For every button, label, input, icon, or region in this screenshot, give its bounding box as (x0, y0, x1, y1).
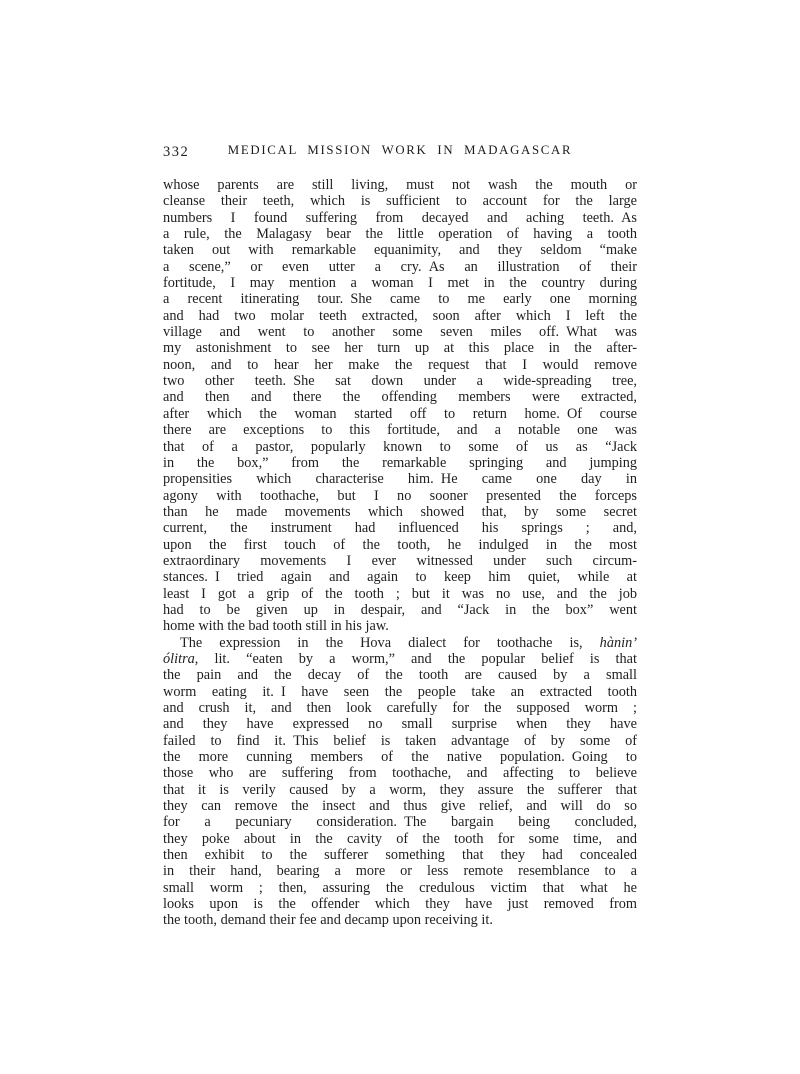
text-line: numbers I found suffering from decayed and aching teeth. As (163, 209, 637, 226)
text-line: noon, and to hear her make the request that I would remove (163, 356, 637, 373)
text-line: they can remove the insect and thus give relief, and will do so (163, 798, 637, 815)
text-line: and had two molar teeth extracted, soon after which I left the (163, 307, 637, 324)
text-line: extraordinary movements I ever witnessed under such circum- (163, 552, 637, 569)
text-line: The expression in the Hova dialect for toothache is, hànin’ (180, 634, 637, 651)
body-text (163, 177, 637, 929)
text-line: small worm ; then, assuring the credulous victim that what he (163, 879, 637, 896)
text-line: then exhibit to the sufferer something that they had concealed (163, 847, 637, 864)
text-line: current, the instrument had influenced his springs ; and, (163, 520, 637, 537)
text-line: agony with toothache, but I no sooner presented the forceps (163, 487, 637, 504)
text-line: the pain and the decay of the tooth are caused by a small (163, 667, 637, 684)
text-line: my astonishment to see her turn up at this place in the after- (163, 340, 637, 357)
text-line: upon the first touch of the tooth, he indulged in the most (163, 536, 637, 553)
text-line: two other teeth. She sat down under a wide-spreading tree, (163, 373, 637, 390)
text-line: after which the woman started off to return home. Of course (163, 405, 637, 422)
text-line: stances. I tried again and again to keep him quiet, while at (163, 569, 637, 586)
text-line: propensities which characterise him. He came one day in (163, 471, 637, 488)
page-header-title: MEDICAL MISSION WORK IN MADAGASCAR (227, 143, 573, 157)
text-line: in the box,” from the remarkable springing and jumping (163, 454, 637, 471)
text-line: whose parents are still living, must not wash the mouth or (163, 177, 637, 193)
page-number: 332 (163, 144, 190, 160)
text-line: and then and there the offending members were extracted, (163, 389, 637, 406)
text-line: those who are suffering from toothache, and affecting to believe (163, 765, 637, 782)
text-line: least I got a grip of the tooth ; but it was no use, and the job (163, 585, 637, 602)
text-line: there are exceptions to this fortitude, and a notable one was (163, 422, 637, 439)
text-line: they poke about in the cavity of the tooth for some time, and (163, 830, 637, 847)
text-line: worm eating it. I have seen the people take an extracted tooth (163, 683, 637, 700)
text-line: village and went to another some seven miles off. What was (163, 324, 637, 341)
text-line: failed to find it. This belief is taken advantage of by some of (163, 732, 637, 749)
text-line: for a pecuniary consideration. The bargain being concluded, (163, 814, 637, 831)
text-line: fortitude, I may mention a woman I met in the country during (163, 275, 637, 292)
text-line: looks upon is the offender which they have just removed from (163, 896, 637, 913)
text-line: a rule, the Malagasy bear the little operation of having a tooth (163, 226, 637, 243)
text-line: than he made movements which showed that, by some secret (163, 503, 637, 520)
text-line: the more cunning members of the native population. Going to (163, 749, 637, 766)
text-line: a scene,” or even utter a cry. As an illustration of their (163, 258, 637, 275)
text-line: had to be given up in despair, and “Jack in the box” went (163, 601, 637, 618)
text-line: that it is verily caused by a worm, they assure the sufferer that (163, 781, 637, 798)
text-line: a recent itinerating tour. She came to me early one morning (163, 291, 637, 308)
text-line: home with the bad tooth still in his jaw. (163, 618, 389, 635)
text-line: and they have expressed no small surprise when they have (163, 716, 637, 733)
text-line: the tooth, demand their fee and decamp upon receiving it. (163, 912, 493, 929)
text-line: taken out with remarkable equanimity, and they seldom “make (163, 242, 637, 259)
text-line: ólitra, lit. “eaten by a worm,” and the popular belief is that (163, 650, 637, 667)
text-line: cleanse their teeth, which is sufficient to account for the large (163, 193, 637, 210)
running-header (163, 143, 637, 161)
text-line: and crush it, and then look carefully for the supposed worm ; (163, 700, 637, 716)
text-line: that of a pastor, popularly known to some of us as “Jack (163, 438, 637, 455)
text-line: in their hand, bearing a more or less remote resemblance to a (163, 863, 637, 880)
